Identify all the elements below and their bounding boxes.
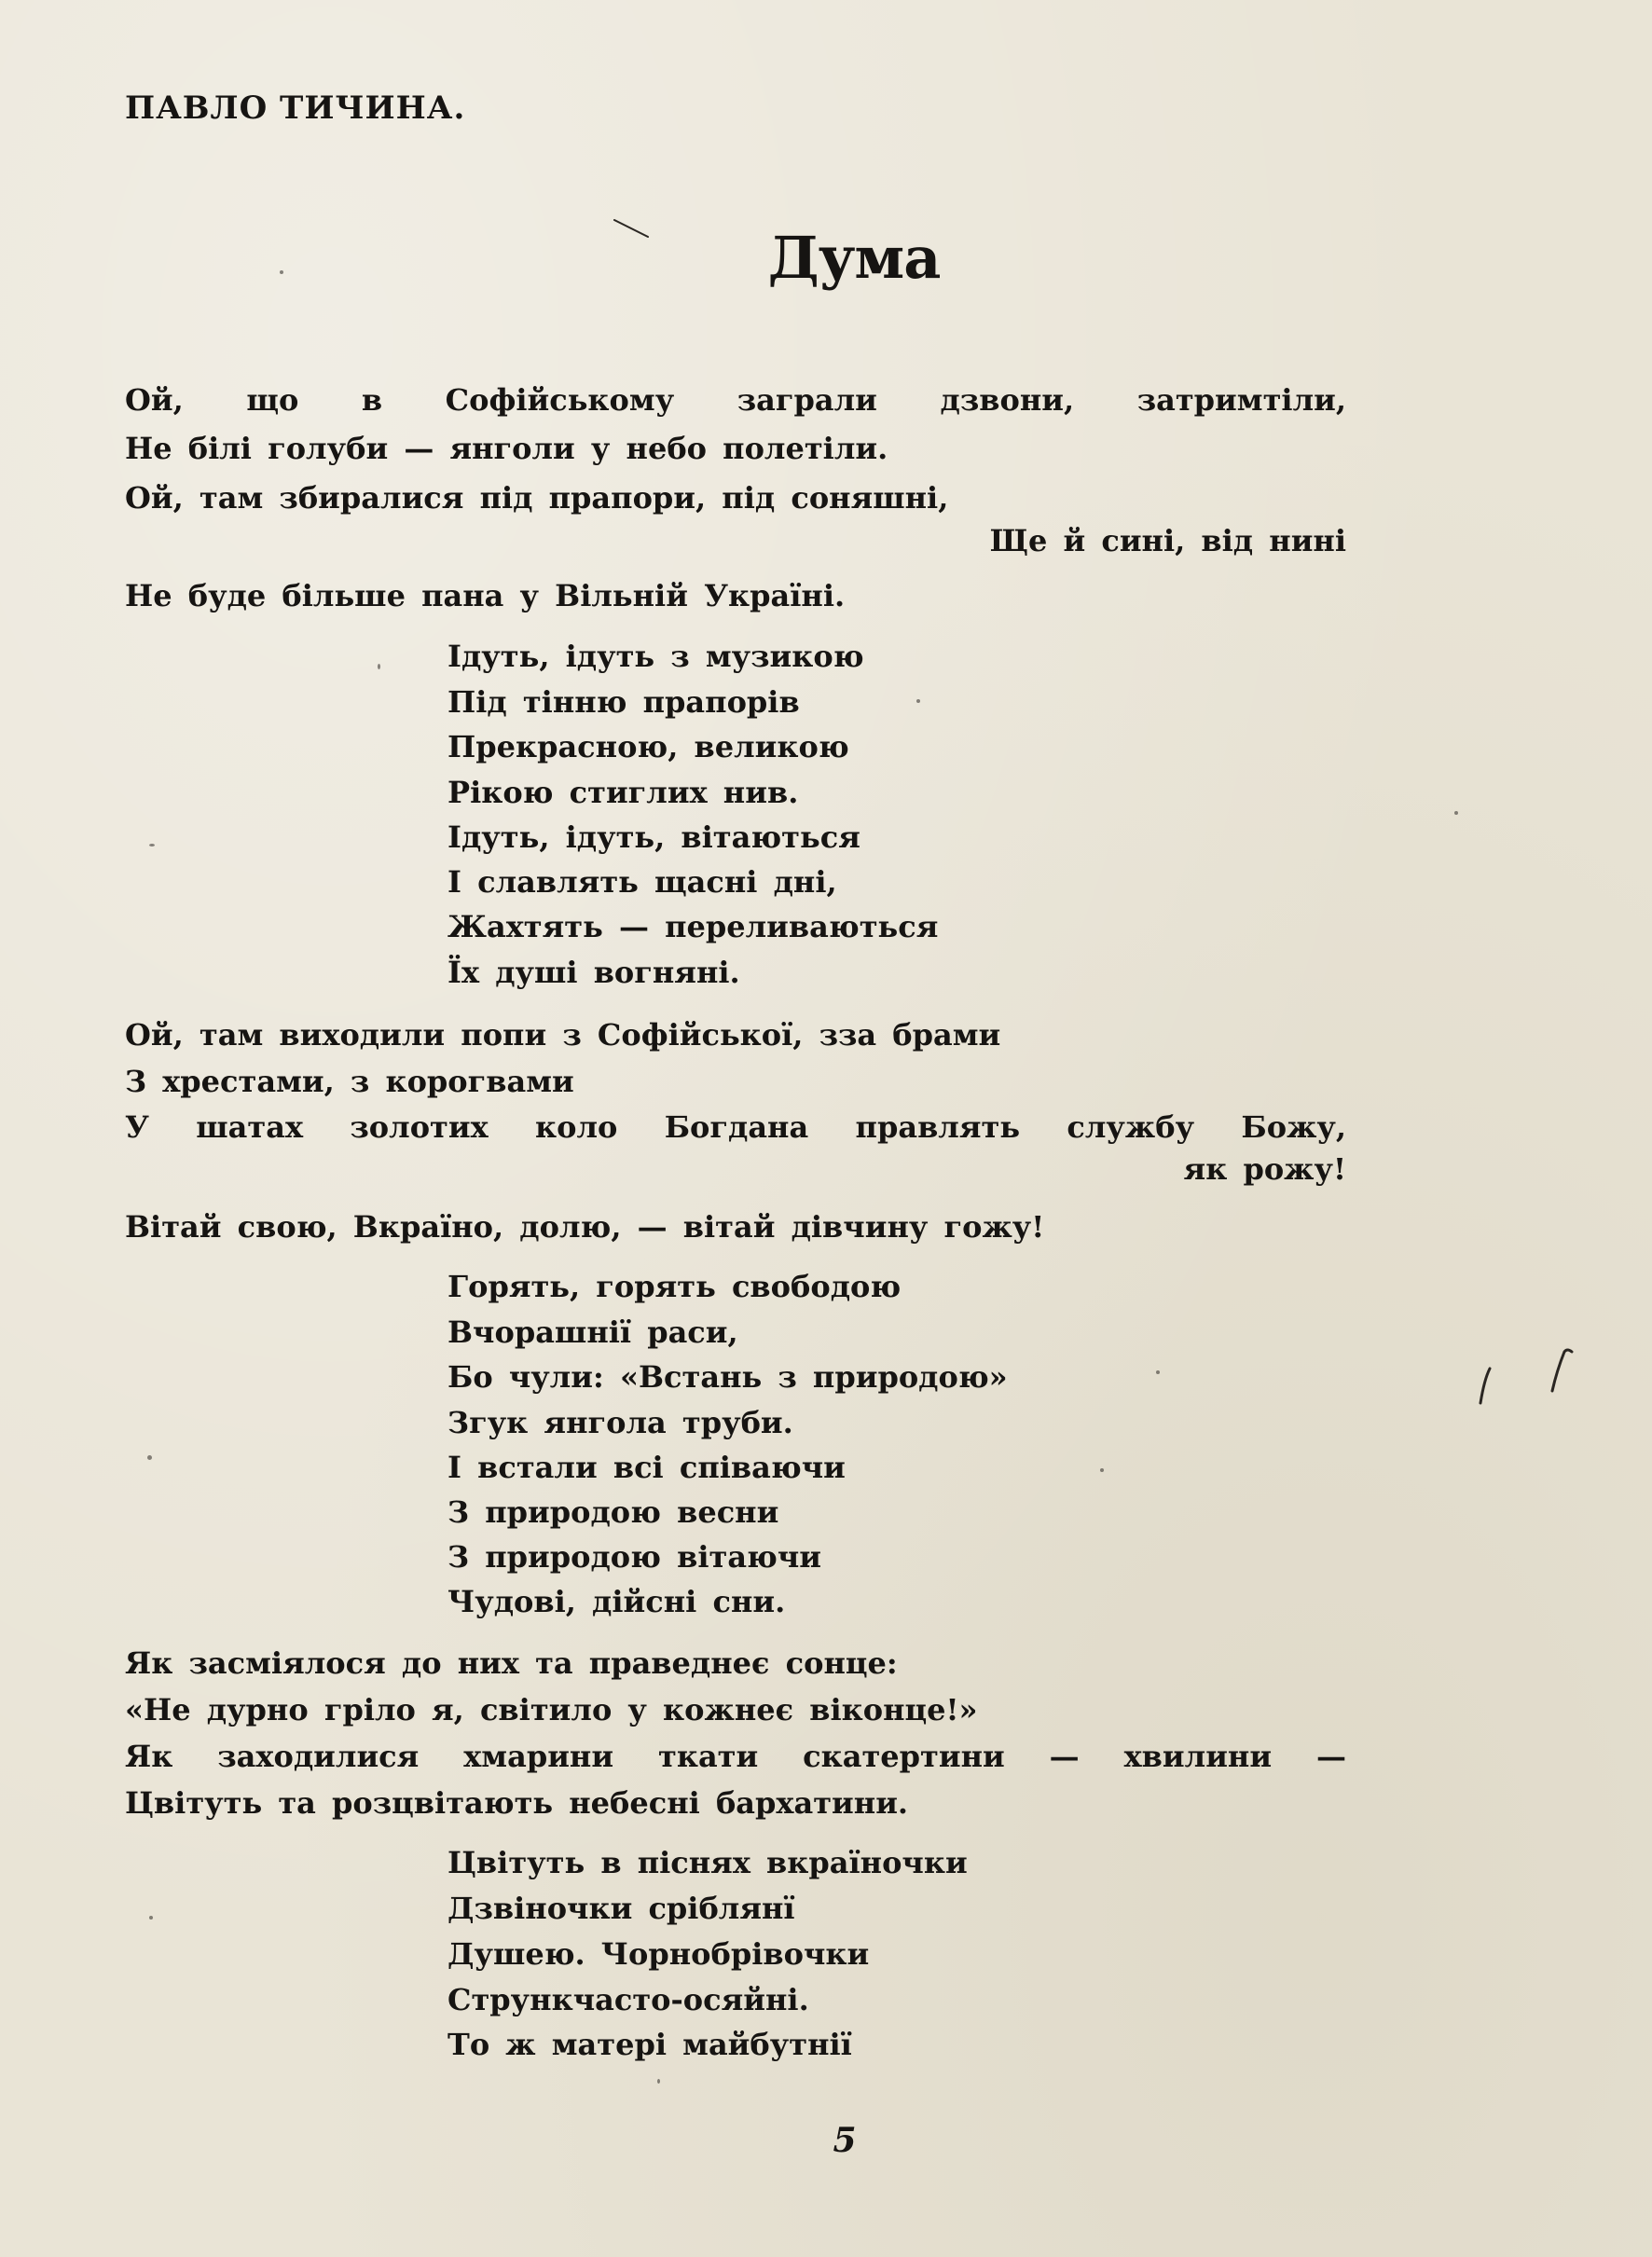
paper-speck (657, 2079, 660, 2084)
poem-line: Бо чули: «Встань з природою» (447, 1359, 1008, 1395)
poem-line: Горять, горять свободою (447, 1269, 902, 1304)
poem-line: І славлять щасні дні, (447, 864, 837, 900)
paper-speck (1156, 1370, 1160, 1374)
poem-line: З природою вітаючи (447, 1539, 822, 1575)
poem-line: Не білі голуби — янголи у небо полетіли. (125, 431, 888, 466)
paper-speck (378, 664, 380, 669)
poem-line: З природою весни (447, 1494, 779, 1530)
poem-title: Дума (767, 224, 941, 292)
poem-line: Рікою стиглих нив. (447, 775, 799, 810)
paper-speck (147, 1455, 152, 1460)
poem-line: Не буде більше пана у Вільній Україні. (125, 578, 846, 613)
poem-line: Цвітуть в піснях вкраїночки (447, 1845, 968, 1880)
poem-line: Стрункчасто-осяйні. (447, 1982, 809, 2017)
poem-line: Ой, що в Софійському заграли дзвони, затримтіли, (125, 382, 1346, 418)
poem-line: Вітай свою, Вкраїно, долю, — вітай дівчину гожу! (125, 1209, 1045, 1245)
poem-line: Ой, там збиралися під прапори, під соняшні, (125, 480, 949, 516)
poem-line: Ще й сині, від нині (989, 523, 1346, 558)
poem-line: «Не дурно гріло я, світило у кожнеє віконце!» (125, 1692, 978, 1727)
poem-line: Ідуть, ідуть з музикою (447, 639, 864, 674)
poem-line: Жахтять — переливаються (447, 909, 939, 944)
poem-line: Ой, там виходили попи з Софійської, зза брами (125, 1017, 1001, 1053)
paper-speck (916, 699, 920, 703)
paper-speck (1100, 1468, 1104, 1472)
poem-line: То ж матері майбутнії (447, 2027, 852, 2062)
poem-line: Дзвіночки сріблянї (447, 1891, 795, 1926)
poem-line: Ідуть, ідуть, вітаються (447, 819, 860, 855)
poem-line: як рожу! (1183, 1151, 1346, 1187)
poem-line: І встали всі співаючи (447, 1450, 846, 1485)
poem-line: У шатах золотих коло Богдана правлять службу Божу, (125, 1109, 1346, 1145)
poem-line: Вчорашнії раси, (447, 1314, 738, 1350)
poem-line: З хрестами, з корогвами (125, 1064, 574, 1099)
poem-line: Як засміялося до них та праведнеє сонце: (125, 1645, 898, 1681)
author-name: ПАВЛО ТИЧИНА. (125, 89, 466, 127)
poem-line: Цвітуть та розцвітають небесні бархатини. (125, 1785, 909, 1821)
poem-line: Душею. Чорнобрівочки (447, 1936, 870, 1972)
poem-line: Згук янгола труби. (447, 1405, 793, 1440)
poem-line: Прекрасною, великою (447, 729, 849, 764)
poem-line: Чудові, дійсні сни. (447, 1584, 786, 1619)
paper-speck (149, 844, 155, 846)
pencil-mark (1464, 1324, 1594, 1426)
poem-line: Як заходилися хмарини ткати скатертини — хвилини — (125, 1739, 1346, 1774)
page-number: 5 (833, 2121, 857, 2160)
pencil-tick (611, 216, 657, 244)
paper-speck (149, 1916, 153, 1920)
paper-speck (1454, 811, 1458, 815)
paper-speck (280, 270, 283, 274)
poem-line: Під тінню прапорів (447, 684, 800, 720)
poem-line: Їх душі вогняні. (447, 955, 740, 990)
